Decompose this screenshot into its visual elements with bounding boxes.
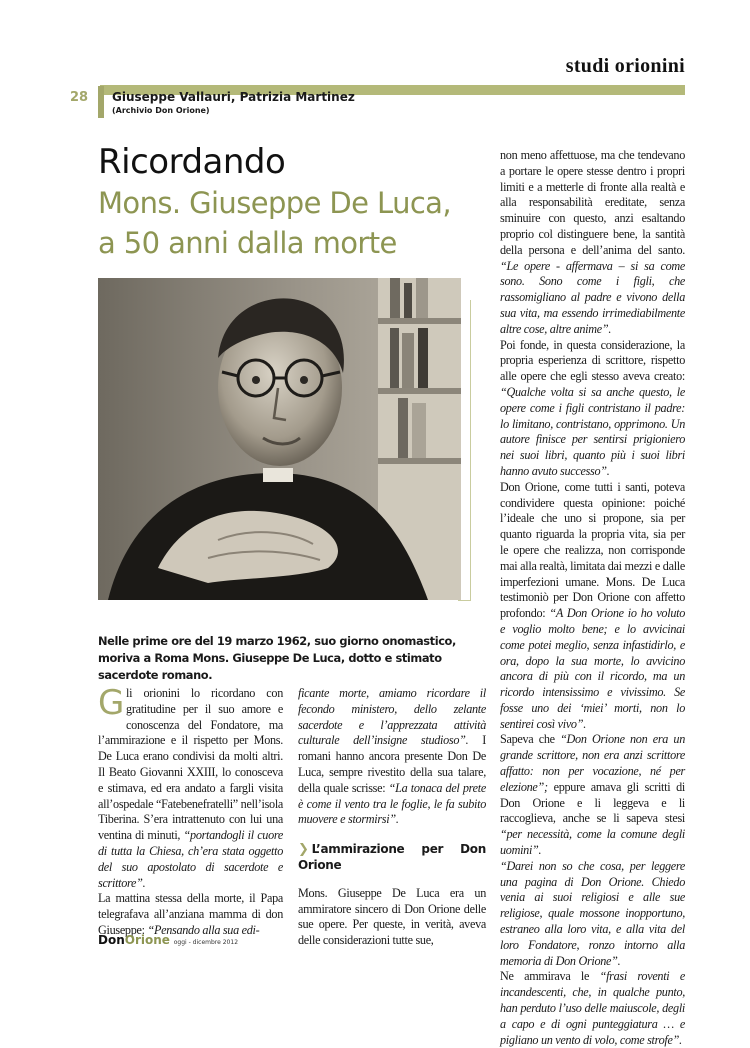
- paragraph-text: eppure amava gli scritti di Don Orione e li leggeva e li raccoglieva, anche se li sapeva stesi: [500, 779, 685, 826]
- quote: “Pensando alla sua edi-: [147, 922, 260, 937]
- paragraph-text: Don Orione, come tutti i santi, poteva condividere questa opinione: poiché l’ideale che uno si propone, sia per quanto riguarda la propria vita, sia per le opere che realizza, non corrisponde mai alla realtà, limitata dai mezzi e dalle imperfezioni umane. Mons. De Luca testimoniò per Don Orione con affetto profondo:: [500, 479, 685, 621]
- magazine-footer: [98, 933, 238, 947]
- body-column-right: [500, 148, 685, 1048]
- subheading-text: L’ammirazione per Don Orione: [298, 842, 486, 872]
- paragraph-text: li orionini lo ricordano con gratitudine per il suo amore e conoscenza del Fondatore, ma l’ammirazione e il rispetto per Mons. De Luca erano condivisi da molti altri. Il Beato Giovanni XXIII, lo conosceva e stimava, ed era andato a fargli visita all’ospedale “Fatebenefratelli” nell’isola Tiberina. S’era intrattenuto con lui una ventina di minuti,: [98, 686, 284, 843]
- body-column-middle: [298, 686, 486, 949]
- quote: “La tonaca del prete è come il vento tra le foglie, le fa subito muovere e stormirsi”.: [298, 780, 486, 827]
- quote: “Qualche volta si sa anche questo, le opere come i figli contristano il padre: lo limitano, contristano, opprimono. Un autore finisce per sentirsi prigioniero nei suoi libri, quanto più i suoi libri hanno avuto successo”.: [500, 384, 685, 478]
- paragraph-text: non meno affettuose, ma che tendevano a portare le opere stesse dentro i propri limiti e a metterle di fronte alla realtà e alla responsabilità ereditate, senza sminuire con questo, anzi esaltando proprio col distinguere bene, la santità della persona e dell’anima del santo.: [500, 148, 685, 257]
- chevron-right-icon: ❯: [298, 842, 309, 858]
- drop-cap: G: [98, 683, 125, 723]
- quote: “A Don Orione io ho voluto e voglio molto bene; e lo avvicinai come potei meglio, senza infastidirlo, e ora, dopo la sua morte, lo avvicino ancora di più con il ricordo, ma un ricordo intensissimo e vivissimo. Se fosse uno dei ‘miei’ morti, non lo sentirei così vivo”.: [500, 606, 685, 731]
- paragraph: [500, 148, 685, 338]
- paragraph: [98, 891, 283, 938]
- quote: “Darei non so che cosa, per leggere una pagina di Don Orione. Chiedo venia ai suoi religiosi e alle sue religiose, quale mossone inopportuno, estraneo alla loro vita, e alla vita del loro Fondatore, ronzo intorno alla memoria di Don Orione”.: [500, 858, 685, 968]
- title-line-1: Ricordando: [98, 142, 286, 182]
- title-line-2: Mons. Giuseppe De Luca,: [98, 186, 451, 220]
- portrait-photo: [98, 278, 461, 600]
- paragraph-text: I romani hanno ancora presente Don De Luca, sempre rivestito della sua talare, della quale scrisse:: [298, 733, 486, 795]
- quote: “per necessità, come la comune degli uomini”.: [500, 827, 685, 858]
- issue-date: oggi - dicembre 2012: [173, 939, 239, 946]
- page-number: 28: [70, 90, 89, 105]
- paragraph-text: Sapeva che: [500, 732, 555, 747]
- portrait-illustration: [98, 278, 461, 600]
- photo-source: (Archivio Don Orione): [112, 106, 210, 115]
- paragraph: [500, 480, 685, 733]
- quote: “frasi roventi e incandescenti, che, in qualche punto, han perduto l’uso delle maiuscole, degli a capo e di ogni punteggiatura … e pigliano un vento di volo, come strofe”.: [500, 969, 685, 1047]
- paragraph: [500, 732, 685, 858]
- section-subheading: [298, 842, 486, 874]
- body-column-left: [98, 683, 284, 939]
- brand-name-accent: Orione: [124, 933, 170, 947]
- photo-frame-line: [458, 600, 471, 601]
- quote: “portandogli il cuore di tutta la Chiesa, ch’era stata oggetto del suo apostolato di sacerdote e scrittore”.: [98, 828, 283, 890]
- article-lead: Nelle prime ore del 19 marzo 1962, suo giorno onomastico, moriva a Roma Mons. Giuseppe De Luca, dotto e stimato sacerdote romano.: [98, 634, 456, 682]
- author-accent-bar: [98, 86, 104, 118]
- title-line-3: a 50 anni dalla morte: [98, 226, 397, 260]
- article-authors: Giuseppe Vallauri, Patrizia Martinez: [112, 90, 355, 104]
- paragraph: [500, 859, 685, 970]
- quote: “Le opere - affermava – si sa come sono. Sono come i figli, che rassomigliano al padre e vivono della sua vita, ma essendo irrimediabilmente altre cose, altre anime”.: [500, 258, 685, 336]
- paragraph-text: Poi fonde, in questa considerazione, la propria esperienza di scrittore, rispetto alle opere che egli stesso aveva creato:: [500, 337, 685, 384]
- paragraph: [500, 969, 685, 1048]
- paragraph: [500, 338, 685, 480]
- quote: “Don Orione non era un grande scrittore, non era anzi scrittore affatto: non per vocazione, né per elezione”;: [500, 732, 685, 794]
- photo-frame-line: [470, 300, 471, 600]
- brand-name: Don: [98, 933, 125, 947]
- paragraph-text: Ne ammirava le: [500, 969, 590, 984]
- section-label: studi orionini: [565, 55, 685, 77]
- paragraph: [98, 683, 284, 891]
- paragraph-text: La mattina stessa della morte, il Papa telegrafava all’anziana mamma di don Giuseppe:: [98, 891, 283, 937]
- paragraph: Mons. Giuseppe De Luca era un ammiratore sincero di Don Orione delle sue opere. Per queste, in verità, aveva delle considerazioni tutte sue,: [298, 885, 486, 948]
- quote: ficante morte, amiamo ricordare il fecondo ministero, dello zelante sacerdote e l’apprezzata attività culturale dell’insigne studioso”.: [298, 686, 486, 748]
- paragraph: [298, 686, 486, 828]
